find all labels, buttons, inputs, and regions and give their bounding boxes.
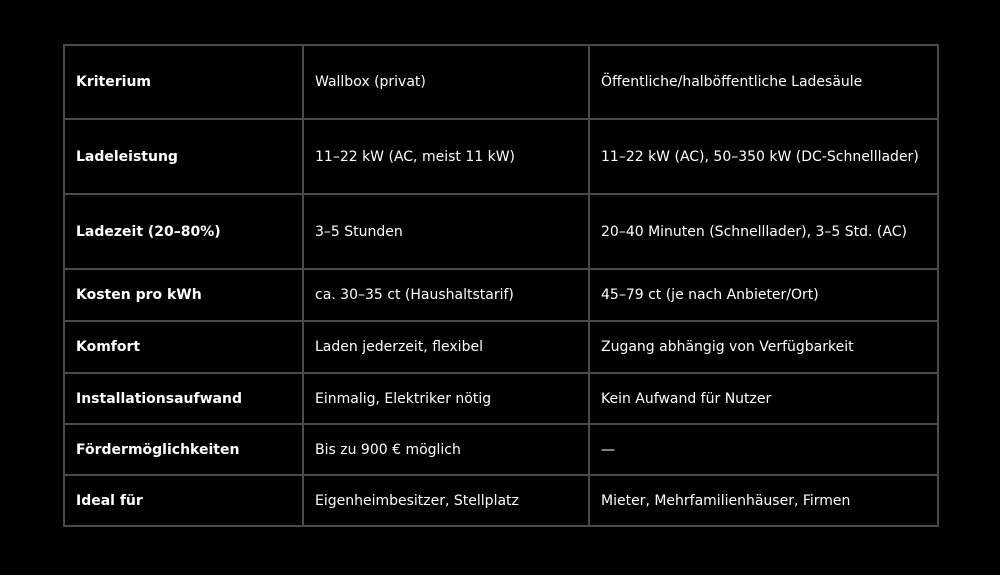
- row-public-value: —: [589, 424, 938, 475]
- row-criterion: Installationsaufwand: [64, 373, 303, 424]
- row-wallbox-value: 3–5 Stunden: [303, 194, 589, 269]
- row-wallbox-value: ca. 30–35 ct (Haushaltstarif): [303, 269, 589, 321]
- table-row: [64, 373, 938, 424]
- row-public-value: Zugang abhängig von Verfügbarkeit: [589, 321, 938, 373]
- table-row: [64, 424, 938, 475]
- table-row: [64, 194, 938, 269]
- table-row: [64, 119, 938, 194]
- header-public-station: Öffentliche/halböffentliche Ladesäule: [589, 45, 938, 119]
- row-criterion: Ideal für: [64, 475, 303, 526]
- row-criterion: Ladeleistung: [64, 119, 303, 194]
- row-wallbox-value: Einmalig, Elektriker nötig: [303, 373, 589, 424]
- header-criterion: Kriterium: [64, 45, 303, 119]
- row-criterion: Kosten pro kWh: [64, 269, 303, 321]
- row-public-value: Kein Aufwand für Nutzer: [589, 373, 938, 424]
- row-wallbox-value: Laden jederzeit, flexibel: [303, 321, 589, 373]
- row-criterion: Ladezeit (20–80%): [64, 194, 303, 269]
- header-wallbox: Wallbox (privat): [303, 45, 589, 119]
- row-public-value: 20–40 Minuten (Schnelllader), 3–5 Std. (AC): [589, 194, 938, 269]
- row-criterion: Fördermöglichkeiten: [64, 424, 303, 475]
- comparison-table: [63, 44, 939, 527]
- row-wallbox-value: 11–22 kW (AC, meist 11 kW): [303, 119, 589, 194]
- row-public-value: 11–22 kW (AC), 50–350 kW (DC-Schnelllader): [589, 119, 938, 194]
- row-criterion: Komfort: [64, 321, 303, 373]
- table-header-row: [64, 45, 938, 119]
- row-wallbox-value: Bis zu 900 € möglich: [303, 424, 589, 475]
- table-row: [64, 475, 938, 526]
- row-wallbox-value: Eigenheimbesitzer, Stellplatz: [303, 475, 589, 526]
- table-row: [64, 269, 938, 321]
- table-row: [64, 321, 938, 373]
- row-public-value: 45–79 ct (je nach Anbieter/Ort): [589, 269, 938, 321]
- row-public-value: Mieter, Mehrfamilienhäuser, Firmen: [589, 475, 938, 526]
